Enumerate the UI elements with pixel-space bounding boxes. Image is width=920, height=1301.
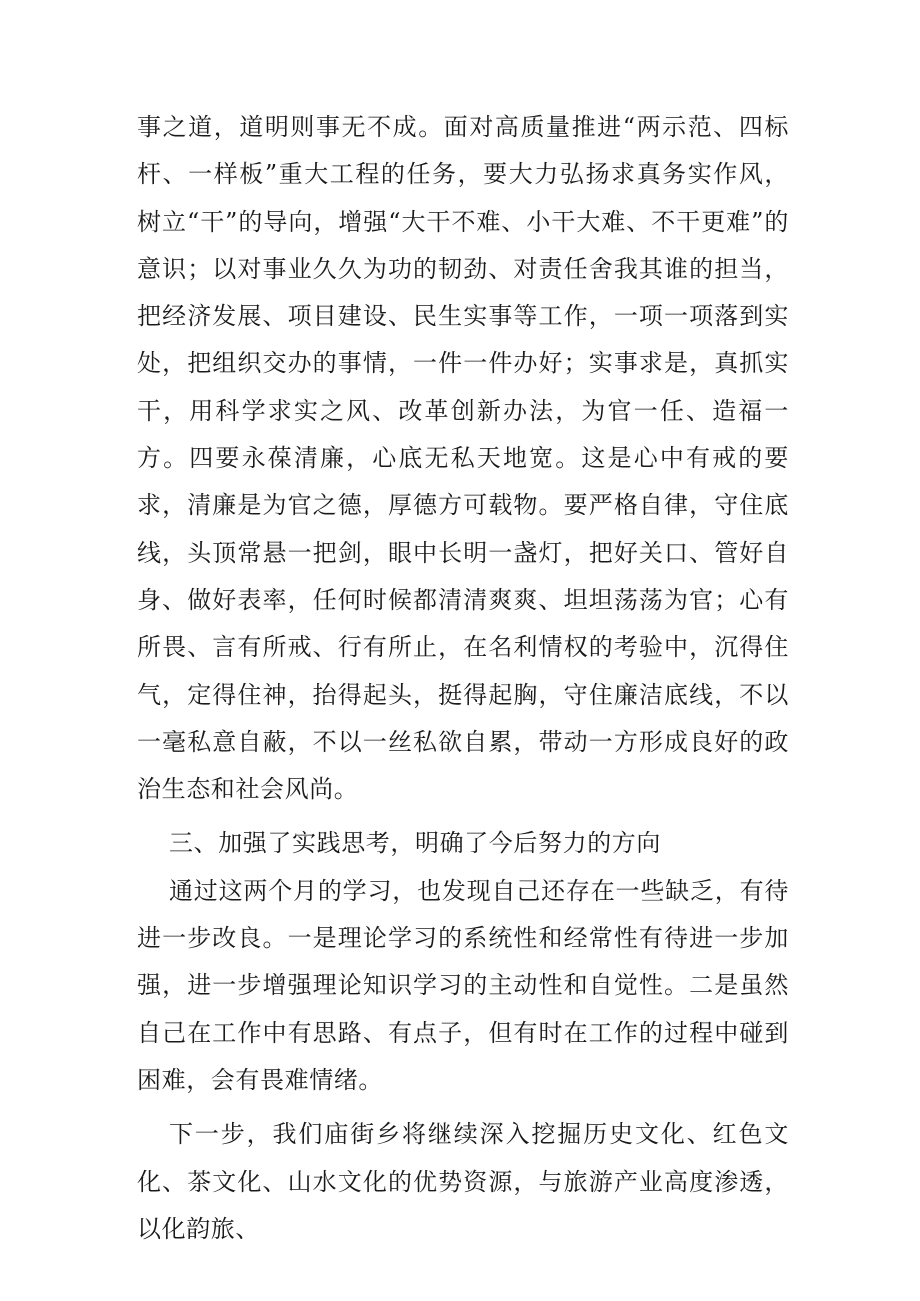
paragraph-shortcomings: 通过这两个月的学习，也发现自己还存在一些缺乏，有待进一步改良。一是理论学习的系统性和经常性有待进一步加强，进一步增强理论知识学习的主动性和自觉性。二是虽然自己在工作中有思路、有点子，但有时在工作的过程中碰到困难，会有畏难情绪。 <box>137 876 789 1094</box>
paragraph-continuation: 事之道，道明则事无不成。面对高质量推进“两示范、四标杆、一样板”重大工程的任务，要大力弘扬求真务实作风，树立“干”的导向，增强“大干不难、小干大难、不干更难”的意识；以对事业久久为功的韧劲、对责任舍我其谁的担当，把经济发展、项目建设、民生实事等工作，一项一项落到实处，把组织交办的事情，一件一件办好；实事求是，真抓实干，用科学求实之风、改革创新办法，为官一任、造福一方。四要永葆清廉，心底无私天地宽。这是心中有戒的要求，清廉是为官之德，厚德方可载物。要严格自律，守住底线，头顶常悬一把剑，眼中长明一盏灯，把好关口、管好自身、做好表率，任何时候都清清爽爽、坦坦荡荡为官；心有所畏、言有所戒、行有所止，在名利情权的考验中，沉得住气，定得住神，抬得起头，挺得起胸，守住廉洁底线，不以一毫私意自蔽，不以一丝私欲自累，带动一方形成良好的政治生态和社会风尚。 <box>137 113 789 804</box>
document-body <box>137 104 789 1253</box>
paragraph-next-step: 下一步，我们庙街乡将继续深入挖掘历史文化、红色文化、茶文化、山水文化的优势资源，与旅游产业高度渗透，以化韵旅、 <box>137 1120 789 1243</box>
section-heading: 三、加强了实践思考，明确了今后努力的方向 <box>169 829 661 858</box>
